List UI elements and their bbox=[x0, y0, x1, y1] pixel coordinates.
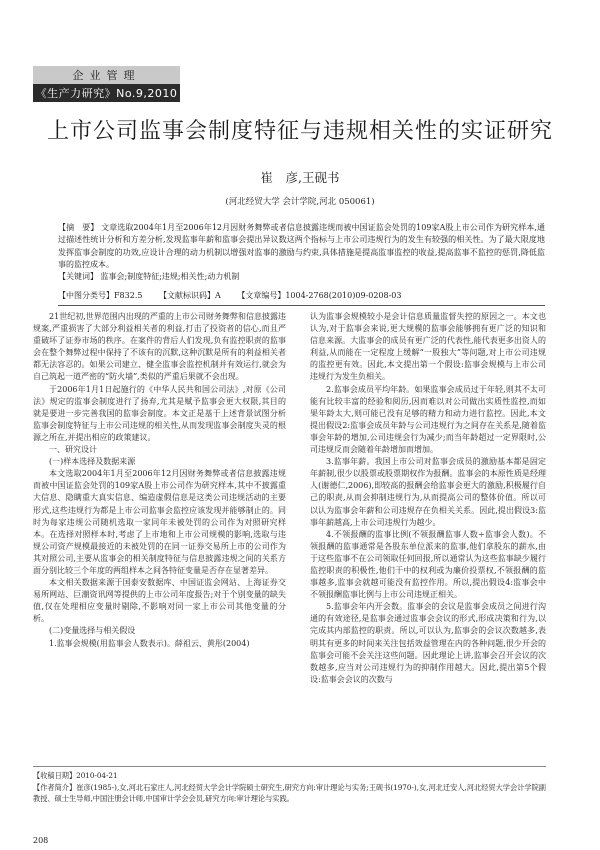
classification-row bbox=[58, 290, 415, 302]
keywords: 监事会;制度特征;违规;相关性;动力机制 bbox=[100, 272, 240, 282]
paragraph: 5.监事会年内开会数。监事会的会议是监事会成员之间进行沟通的有效途径,是监事会通过监事会会议的形式,形成决策和行为,以完成其内部监控的职责。所以,可以认为,监事会的会议次数越多,表明其有更多的时间来关注包括效益管理在内的各种问题,很少开会的监事会可能不会关注这些问题。因此理论上讲,监事会召开会议的次数越多,应当对公司违规行为的抑制作用越大。因此,提出第5个假设:监事会会议的次数与 bbox=[310, 602, 546, 684]
article-number: 【文章编号】1004-2768(2010)09-0208-03 bbox=[237, 291, 402, 300]
paragraph: 3.监事年薪。我国上市公司对监事会成员的激励基本都是固定年薪制,很少以股票或股票期权作为报酬。监事会的本原性质是经理人(谢德仁,2006),即较高的报酬会给监事会更大的激励,积极履行自己的职责,从而会抑制违规行为,从而提高公司的整体价值。所以可以认为监事会年薪和公司违规存在负相关关系。因此,提出假设3:监事年薪越高,上市公司违规行为越少。 bbox=[310, 457, 546, 527]
footnote-divider bbox=[33, 766, 546, 767]
paragraph: 21世纪初,世界范围内出现的严重的上市公司财务舞弊和信息披露违规案,严重损害了大部分利益相关者的利益,打击了投资者的信心,而且严重破坏了证券市场的秩序。在案件的背后人们发现,负有监控职责的监事会在整个舞弊过程中保持了不该有的沉默,这种沉默是所有的利益相关者都无法容忍的。如果公司建立、健全监事会监控机制并有效运行,就会为自己筑起一道严密的“防火墙”,类似的严重后果就不会出现。 bbox=[33, 312, 286, 382]
received-date: 【收稿日期】2010-04-21 bbox=[33, 771, 118, 780]
paragraph: 1.监事会规模(用监事会人数表示)。薛祖云、黄彤(2004) bbox=[49, 638, 250, 648]
paragraph: 于2006年1月1日起施行的《中华人民共和国公司法》,对原《公司法》规定的监事会制度进行了扬弃,尤其是赋予监事会更大权限,其目的就是要进一步完善我国的监事会制度。本文正是基于上述背景试图分析监事会制度特征与上市公司违规的相关性,从而发现监事会制度失灵的根源之所在,并提出相应的政策建议。 bbox=[33, 384, 286, 442]
right-column bbox=[310, 311, 546, 686]
left-column bbox=[33, 311, 286, 650]
document-code: 【文献标识码】A bbox=[159, 291, 221, 300]
journal-issue: 《生产力研究》No.9,2010 bbox=[33, 84, 180, 102]
abstract-divider bbox=[58, 305, 545, 306]
paragraph: 4.不领报酬的监事比例(不领报酬监事人数÷监事会人数)。不领报酬的监事通常是各股东单位派来的监事,他们拿股东的薪水,由于这些监事不在公司领取任何回报,所以通常认为这些监事缺少履行监控职责的积极性,他们干中的权利或为廉价投票权,不领报酬的监事越多,监事会就越可能没有监控作用。所以,提出假设4:监事会中不领报酬监事比例与上市公司违规正相关。 bbox=[310, 529, 546, 600]
section-header: 企业管理 bbox=[33, 66, 180, 84]
abstract bbox=[58, 222, 545, 283]
clc-number: 【中图分类号】F832.5 bbox=[58, 291, 143, 300]
subsection-heading: (二)变量选择与相关假设 bbox=[49, 626, 136, 636]
keywords-label: 【关键词】 bbox=[58, 272, 98, 282]
subsection-heading: (一)样本选择及数据来源 bbox=[49, 457, 136, 467]
paragraph: 本文相关数据来源于国泰安数据库、中国证监会网站、上海证券交易所网站、巨潮资讯网等提供的上市公司年度报告;对于个别变量的缺失值,仅在处理相应变量时剔除,不影响对同一家上市公司其他变量的分析。 bbox=[33, 578, 286, 624]
paragraph: 2.监事会成员平均年龄。如果监事会成员过于年轻,则其不太可能有比较丰富的经验和阅历,因而难以对公司做出实质性监控,而如果年龄太大,则可能已没有足够的精力和动力进行监控。因此,本文提出假设2:监事会成员年龄与公司违规行为之间存在关系是,随着监事会年龄的增加,公司违规会行为减少;而当年龄超过一定界限时,公司违规反而会随着年龄增加而增加。 bbox=[310, 384, 546, 455]
author-bio: 【作者简介】崔彦(1985-),女,河北石家庄人,河北经贸大学会计学院硕士研究生,研究方向:审计理论与实务;王砚书(1970-),女,河北迁安人,河北经贸大学会计学院副教授、硕士生导师,中国注册会计师,中国审计学会会员,研究方向:审计理论与实践。 bbox=[33, 782, 546, 803]
abstract-label: 【摘 要】 bbox=[58, 223, 99, 232]
affiliation: (河北经贸大学 会计学院,河北 050061) bbox=[225, 197, 375, 207]
paragraph: 认为监事会规模较小是会计信息质量监督失控的原因之一。本文也认为,对于监事会来说,更大规模的监事会能够拥有更广泛的知识和信息来源。大监事会的成员有更广泛的代表性,能代表更多出资人的利益,从而能在一定程度上缓解“一股独大”等问题,对上市公司违规的监控更有效。因此,本文提出第一个假设:监事会规模与上市公司违规行为发生负相关。 bbox=[310, 312, 546, 382]
footnote bbox=[33, 770, 546, 805]
section-heading: 一、研究设计 bbox=[49, 445, 97, 455]
paper-title: 上市公司监事会制度特征与违规相关性的实证研究 bbox=[46, 119, 553, 144]
paragraph: 本文选取2004年1月至2006年12月因财务舞弊或者信息披露违规而被中国证监会处罚的109家A股上市公司作为研究样本,其中不披露重大信息、隐瞒重大真实信息、编造虚假信息是这类公司违规活动的主要形式,这些违规行为都是上市公司监事会监控应该发现并能够制止的。同时为每家违规公司随机选取一家同年未被处罚的公司作为对照研究样本。在选择对照样本时,考虑了上市地和上市公司规模的影响,选取与违规公司资产规模最接近的未被处罚的在同一证券交易所上市的公司作为其对照公司,主要从监事会的相关制度特征与信息披露违规之间的关系方面分别比较三个年度的两组样本之间各特征变量是否存在显著差异。 bbox=[33, 469, 286, 575]
authors: 崔 彦,王砚书 bbox=[260, 170, 340, 185]
page-number: 208 bbox=[33, 836, 49, 845]
abstract-text: 文章选取2004年1月至2006年12月因财务舞弊或者信息披露违规而被中国证监会处罚的109家A股上市公司作为研究样本,通过描述性统计分析和方差分析,发现监事年薪和监事会提出异议数这两个指标与上市公司违规行为的发生有较强的相关性。为了最大限度地发挥监事会制度的功效,应设计合理的动力机制以增强对监事的激励与约束,具体措施是提高监事监控的收益,提高监事不监控的惩罚,降低监事的监控成本。 bbox=[58, 223, 546, 269]
